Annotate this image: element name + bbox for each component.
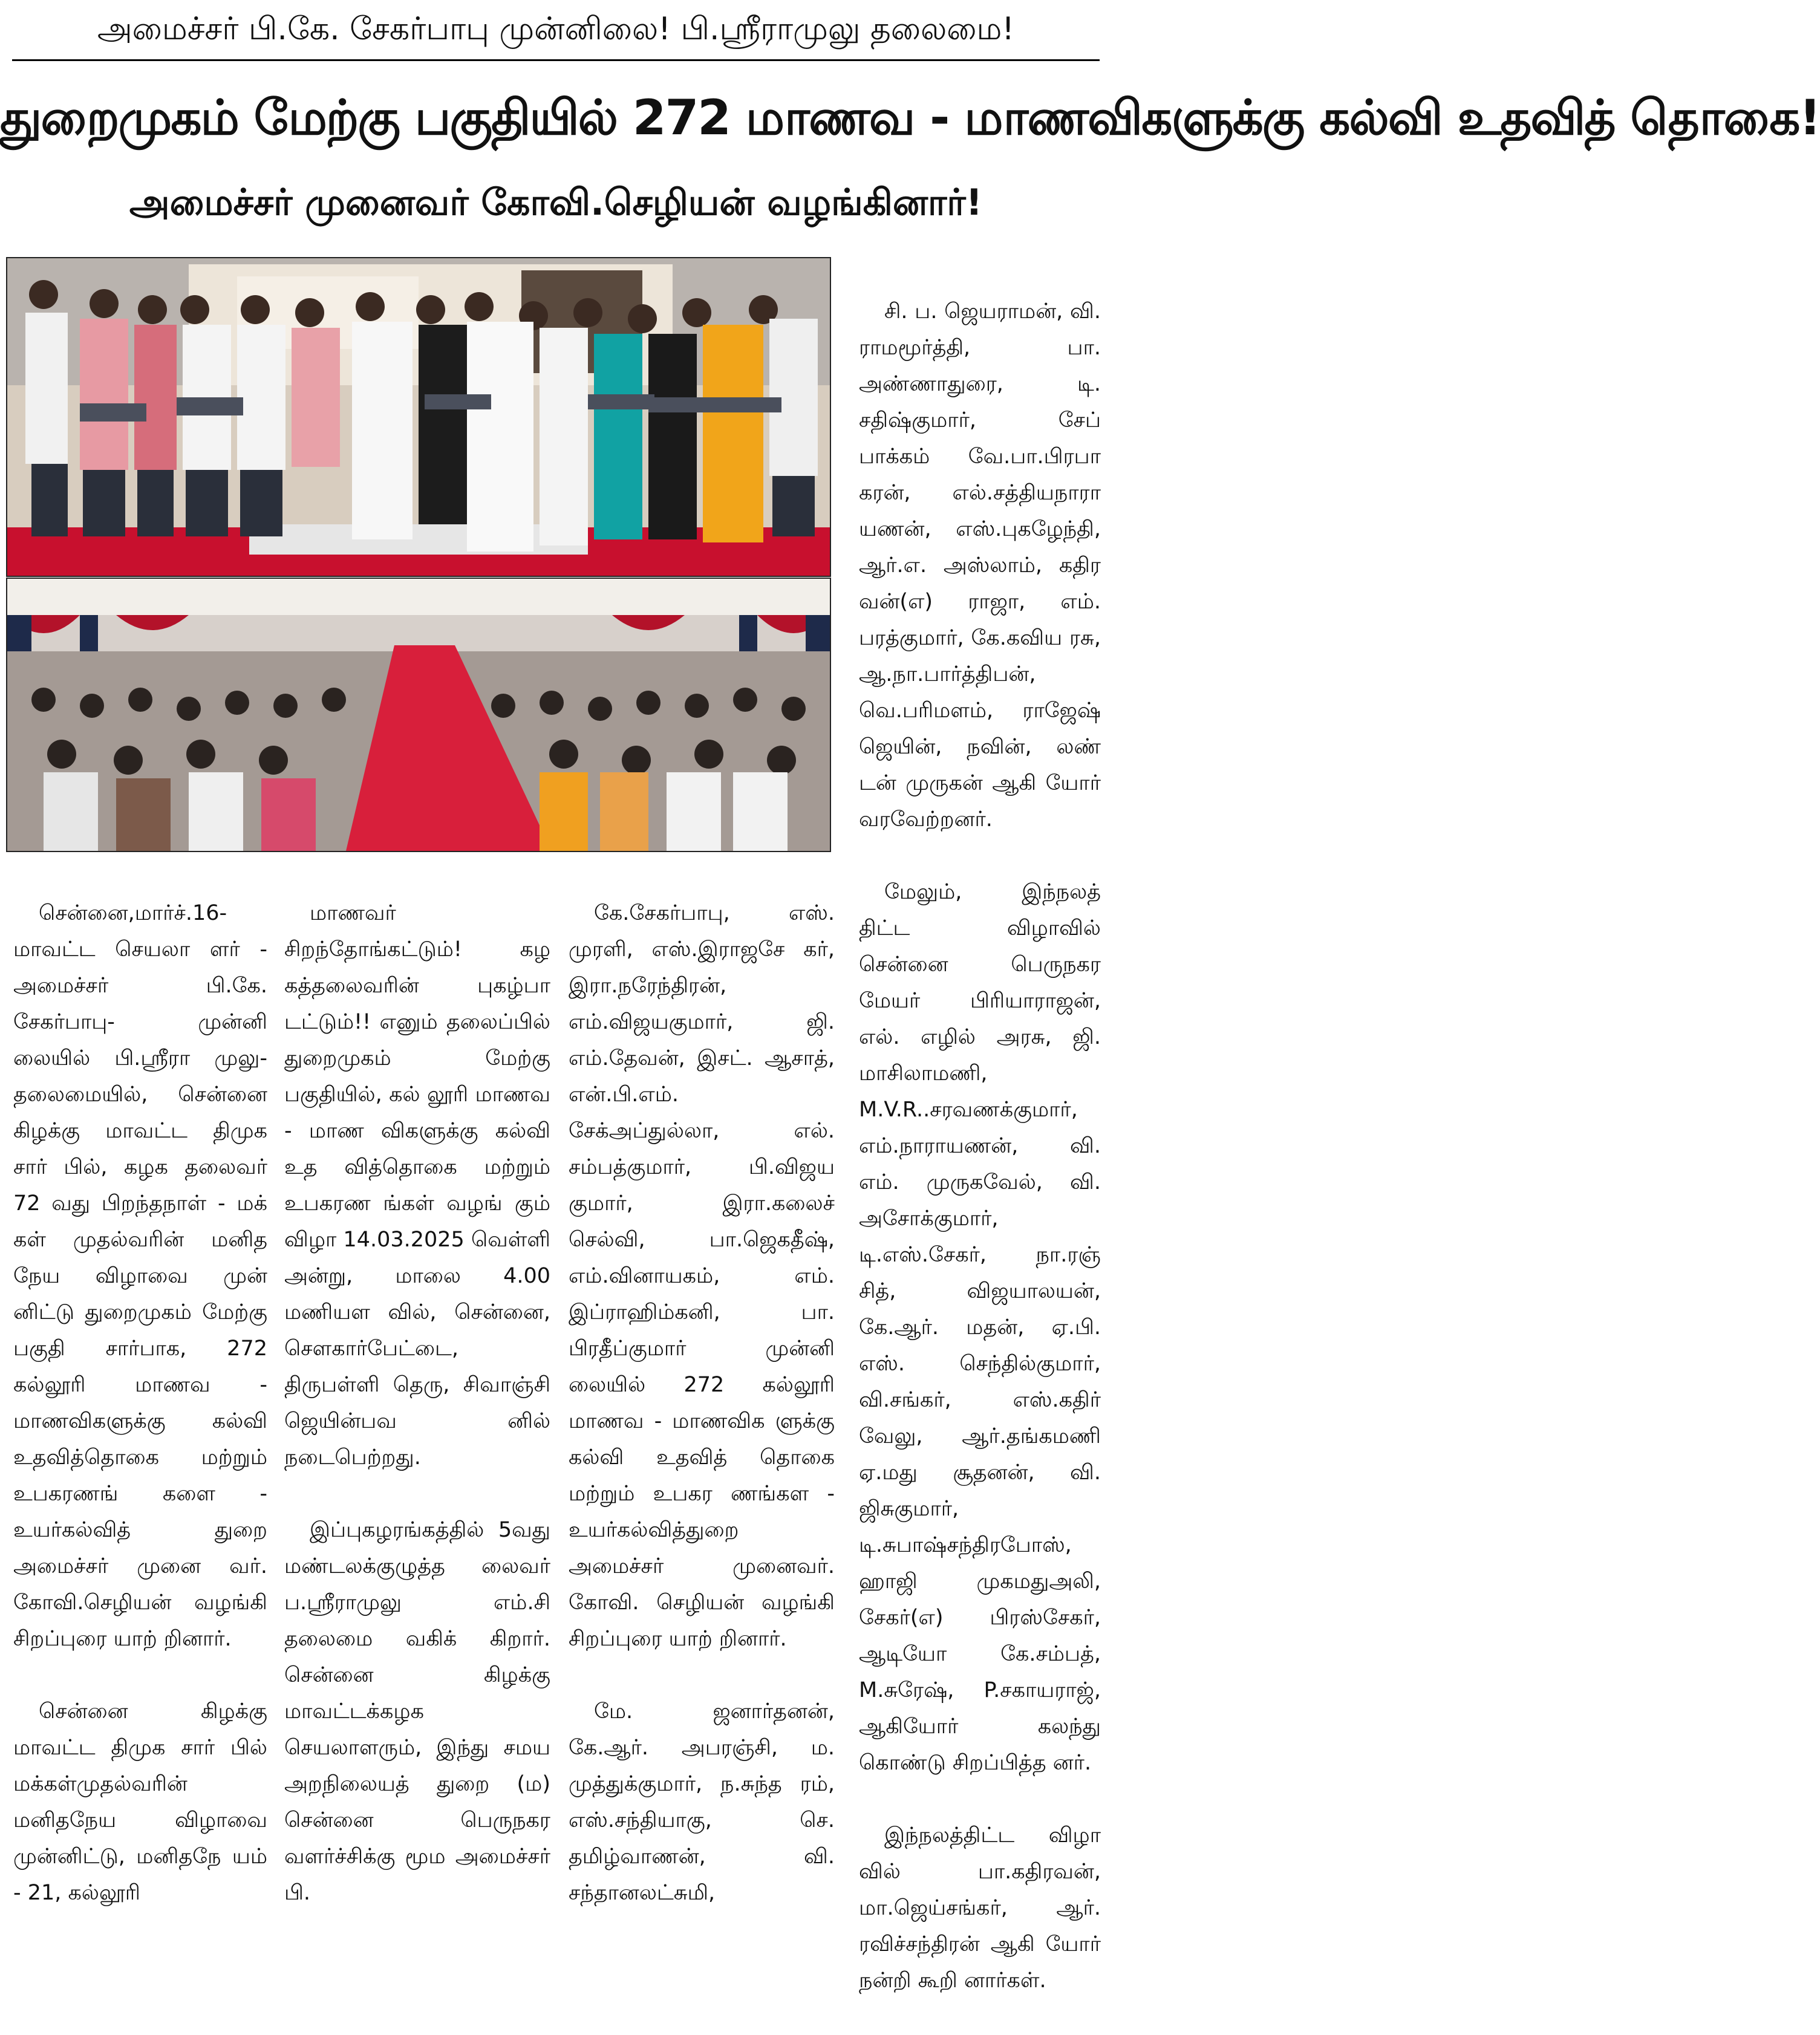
article-column-right <box>859 257 1101 1993</box>
article-paragraph: சென்னை கிழக்கு மாவட்ட திமுக சார் பில் மக்கள்முதல்வரின் மனிதநேய விழாவை முன்னிட்டு, மனிதநே யம் - 21, கல்லூரி <box>13 1699 267 1905</box>
audience-photo <box>6 578 831 852</box>
article-paragraph: சி. ப. ஜெயராமன், வி. ராமமூர்த்தி, பா. அண்ணாதுரை, டி. சதிஷ்குமார், சேப் பாக்கம் வே.பா.பிரபா கரன், எல்.சத்தியநாரா யணன், எஸ்.புகழேந்தி, ஆர்.எ. அஸ்லாம், கதிர வன்(எ) ராஜா, எம். பரத்குமார், கே.கவிய ரசு, ஆ.நா.பார்த்திபன், வெ.பரிமளம், ராஜேஷ் ஜெயின், நவின், லண் டன் முருகன் ஆகி யோர் வரவேற்றனர். <box>859 299 1101 832</box>
article-paragraph: மே. ஜனார்தனன், கே.ஆர். அபரஞ்சி, ம. முத்துக்குமார், ந.சுந்த ரம், எஸ்.சந்தியாகு, செ. தமிழ்வாணன், வி. சந்தானலட்சுமி, <box>569 1699 835 1905</box>
article-paragraph: சென்னை,மார்ச்.16- மாவட்ட செயலா ளர் - அமைச்சர் பி.கே. சேகர்பாபு- முன்னி லையில் பி.ஸ்ரீரா முலு- தலைமையில், சென்னை கிழக்கு மாவட்ட திமுக சார் பில், கழக தலைவர் 72 வது பிறந்தநாள் - மக் கள் முதல்வரின் மனித நேய விழாவை முன் னிட்டு துறைமுகம் மேற்கு பகுதி சார்பாக, 272 கல்லூரி மாணவ - மாணவிகளுக்கு கல்வி உதவித்தொகை மற்றும் உபகரணங் களை - உயர்கல்வித் துறை அமைச்சர் முனை வர். கோவி.செழியன் வழங்கி சிறப்புரை யாற் றினார். <box>13 901 267 1651</box>
audience-photo-illustration <box>7 579 830 851</box>
kicker-line: அமைச்சர் பி.கே. சேகர்பாபு முன்னிலை! பி.ஸ்ரீராமுலு தலைமை! <box>97 11 1015 47</box>
article-paragraph: இப்புகழரங்கத்தில் 5வது மண்டலக்குழுத்த லைவர் ப.ஸ்ரீராமுலு எம்.சி தலைமை வகிக் கிறார். சென்னை கிழக்கு மாவட்டக்கழக செயலாளரும், இந்து சமய அறநிலையத் துறை (ம) சென்னை பெருநகர வளர்ச்சிக்கு மூம அமைச்சர் பி. <box>284 1518 550 1905</box>
article-column-1 <box>13 859 267 1905</box>
page-headline: துறைமுகம் மேற்கு பகுதியில் 272 மாணவ - மாணவிகளுக்கு கல்வி உதவித் தொகை! <box>0 90 1820 146</box>
article-paragraph: இந்நலத்திட்ட விழா வில் பா.கதிரவன், மா.ஜெய்சங்கர், ஆர். ரவிச்சந்திரன் ஆகி யோர் நன்றி கூறி னார்கள். <box>859 1823 1101 1993</box>
page-subheadline: அமைச்சர் முனைவர் கோவி.செழியன் வழங்கினார்! <box>129 181 983 224</box>
article-paragraph: மேலும், இந்நலத் திட்ட விழாவில் சென்னை பெருநகர மேயர் பிரியாராஜன், எல். எழில் அரசு, ஜி. மாசிலாமணி, M.V.R..சரவணக்குமார், எம்.நாராயணன், வி. எம். முருகவேல், வி. அசோக்குமார், டி.எஸ்.சேகர், நா.ரஞ் சித், விஜயாலயன், கே.ஆர். மதன், ஏ.பி. எஸ். செந்தில்குமார், வி.சங்கர், எஸ்.கதிர் வேலு, ஆர்.தங்கமணி ஏ.மது சூதனன், வி. ஜிசுகுமார், டி.சுபாஷ்சந்திரபோஸ், ஹாஜி முகமதுஅலி, சேகர்(எ) பிரஸ்சேகர், ஆடியோ கே.சம்பத், M.சுரேஷ், P.சகாயராஜ், ஆகியோர் கலந்து கொண்டு சிறப்பித்த னர். <box>859 880 1101 1775</box>
stage-photo-illustration <box>7 258 830 576</box>
header-divider <box>12 59 1100 61</box>
article-column-2 <box>284 859 550 1905</box>
article-paragraph: மாணவர் சிறந்தோங்கட்டும்! கழ கத்தலைவரின் புகழ்பா டட்டும்!! எனும் தலைப்பில் துறைமுகம் மேற்கு பகுதியில், கல் லூரி மாணவ - மாண விகளுக்கு கல்வி உத வித்தொகை மற்றும் உபகரண ங்கள் வழங் கும் விழா 14.03.2025 வெள்ளி அன்று, மாலை 4.00 மணியள வில், சென்னை, சௌகார்பேட்டை, திருபள்ளி தெரு, சிவாஞ்சி ஜெயின்பவ னில் நடைபெற்றது. <box>284 901 550 1470</box>
article-paragraph: கே.சேகர்பாபு, எஸ். முரளி, எஸ்.இராஜசே கர், இரா.நரேந்திரன், எம்.விஜயகுமார், ஜி. எம்.தேவன், இசட். ஆசாத், என்.பி.எம். சேக்அப்துல்லா, எல். சம்பத்குமார், பி.விஜய குமார், இரா.கலைச் செல்வி, பா.ஜெகதீஷ், எம்.வினாயகம், எம். இப்ராஹிம்கனி, பா. பிரதீப்குமார் முன்னி லையில் 272 கல்லூரி மாணவ - மாணவிக ளுக்கு கல்வி உதவித் தொகை மற்றும் உபகர ணங்கள - உயர்கல்வித்துறை அமைச்சர் முனைவர். கோவி. செழியன் வழங்கி சிறப்புரை யாற் றினார். <box>569 901 835 1651</box>
stage-photo <box>6 257 831 577</box>
article-column-3 <box>569 859 835 1905</box>
